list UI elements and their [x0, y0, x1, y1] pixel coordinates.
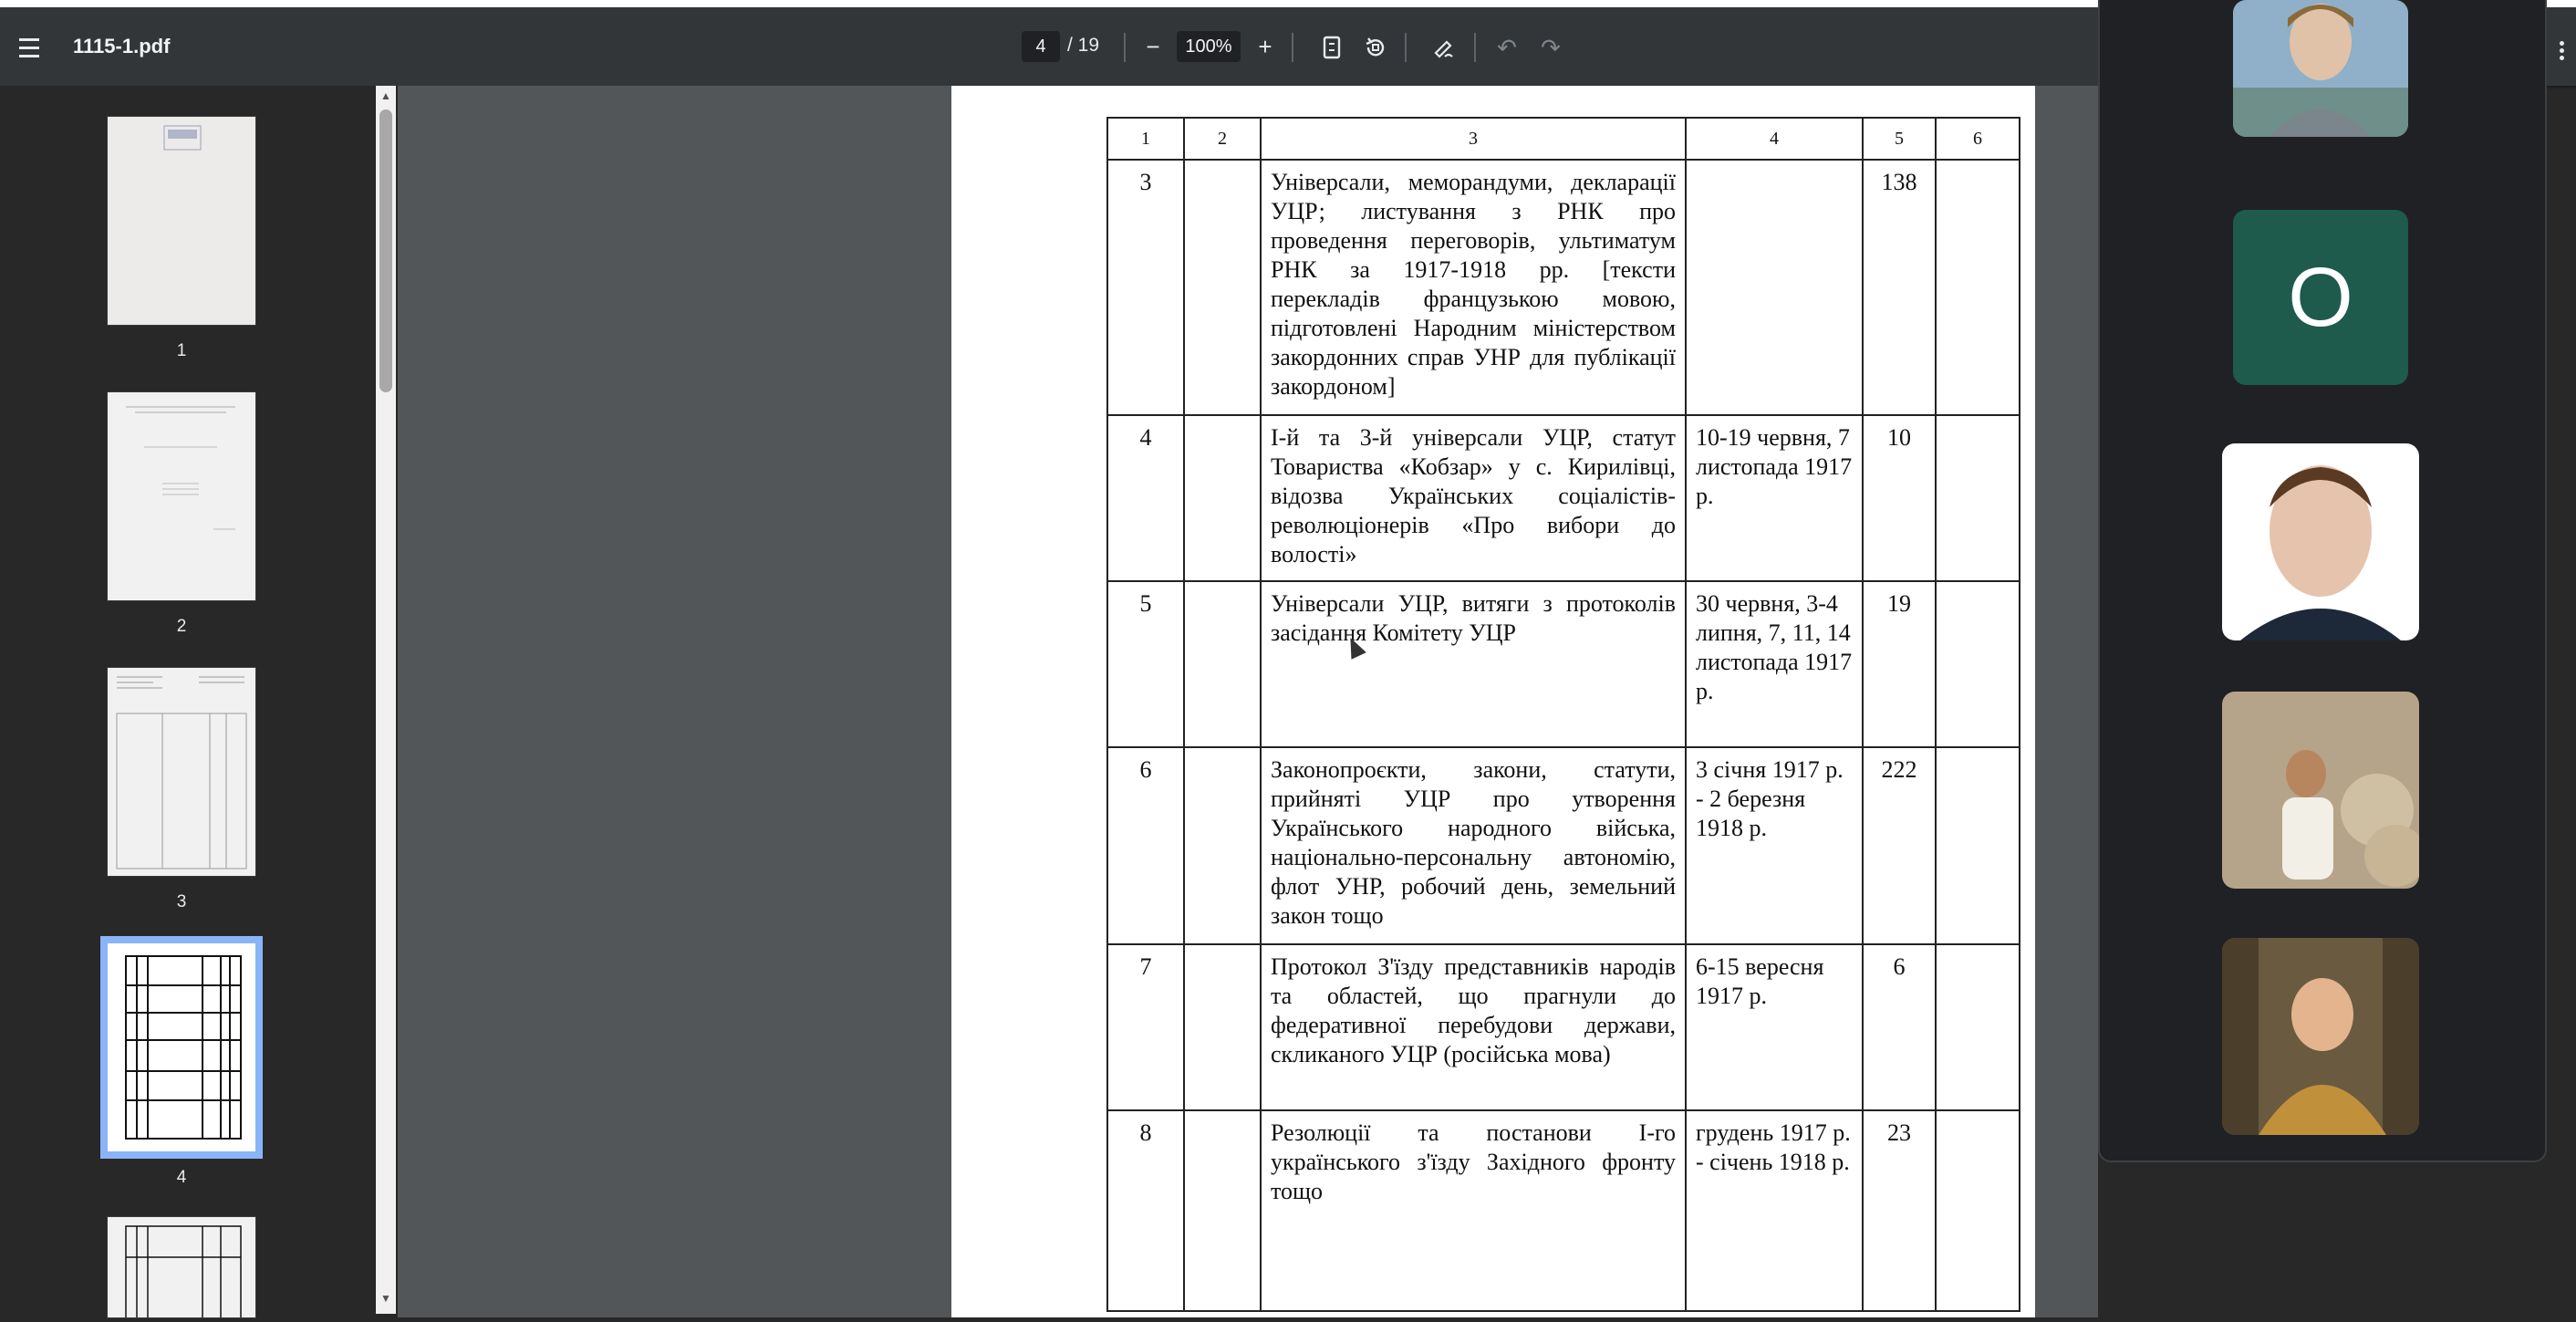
row-date [1686, 160, 1863, 415]
toolbar-divider [1405, 33, 1407, 62]
table-row [1107, 160, 2020, 415]
row-description: І-й та 3-й універсали УЦР, статут Товариства «Кобзар» у с. Кирилівці, відозва Українських соціалістів-революціонерів «Про вибори до волості» [1261, 415, 1686, 581]
row-count: 23 [1863, 1110, 1936, 1311]
row-number: 4 [1107, 415, 1184, 581]
row-number: 5 [1107, 581, 1184, 747]
row-date: 3 січня 1917 р. - 2 березня 1918 р. [1686, 747, 1863, 944]
row-date: грудень 1917 р. - січень 1918 р. [1686, 1110, 1863, 1311]
menu-button[interactable] [11, 29, 47, 66]
row-count: 6 [1863, 944, 1936, 1110]
zoom-input[interactable]: 100% [1177, 31, 1241, 62]
scroll-down-arrow[interactable]: ▼ [380, 1292, 391, 1305]
annotate-button[interactable] [1428, 31, 1461, 64]
row-count: 10 [1863, 415, 1936, 581]
empty-cell [1936, 1110, 2020, 1311]
minus-icon: − [1146, 33, 1160, 60]
empty-cell [1184, 581, 1261, 747]
thumbnail-preview [108, 943, 255, 1151]
participant-photo [2222, 692, 2419, 889]
redo-icon: ↷ [1541, 34, 1561, 61]
empty-cell [1184, 747, 1261, 944]
thumbnail-page-3[interactable] [108, 668, 255, 876]
participant-photo [2222, 443, 2419, 640]
empty-cell [1936, 581, 2020, 747]
row-description: Протокол З'їзду представників народів та областей, що прагнули до федеративної перебудови держави, скликаного УЦР (російська мова) [1261, 944, 1686, 1110]
undo-icon: ↶ [1497, 34, 1517, 61]
rotate-button[interactable] [1359, 31, 1392, 64]
empty-cell [1936, 944, 2020, 1110]
column-header: 5 [1863, 118, 1936, 160]
row-date: 10-19 червня, 7 листопада 1917 р. [1686, 415, 1863, 581]
table-row [1107, 747, 2020, 944]
thumbnail-sidebar [0, 86, 398, 1317]
thumbnail-preview [108, 1217, 255, 1317]
row-description: Законопроєкти, закони, статути, прийняті УЦР про утворення Українського народного війська, національно-персональну автономію, флот УНР, робочий день, земельний закон тощо [1261, 747, 1686, 944]
participant-video [2233, 0, 2408, 137]
table-header-row [1107, 118, 2020, 160]
table-row [1107, 944, 2020, 1110]
sidebar-scroll-thumb[interactable] [379, 109, 392, 392]
menu-icon [19, 36, 39, 60]
toolbar-divider [1292, 33, 1293, 62]
participant-photo [2222, 938, 2419, 1135]
thumbnail-page-1[interactable] [108, 117, 255, 325]
zoom-out-button[interactable] [1138, 31, 1168, 62]
pdf-page [951, 86, 2035, 1317]
thumbnail-page-4[interactable] [108, 943, 255, 1151]
more-options-button[interactable] [2560, 38, 2569, 63]
row-date: 30 червня, 3-4 липня, 7, 11, 14 листопада 1917 р. [1686, 581, 1863, 747]
row-description: Універсали, меморандуми, декларації УЦР; листування з РНК про проведення переговорів, ультиматум РНК за 1917-1918 рр. [тексти перекладів французькою мовою, підготовлені Народним міністерством закордонних справ УНР для публікації закордоном] [1261, 160, 1686, 415]
row-count: 222 [1863, 747, 1936, 944]
empty-cell [1184, 415, 1261, 581]
thumbnail-preview [108, 668, 255, 876]
empty-cell [1936, 160, 2020, 415]
file-name: 1115-1.pdf [73, 35, 171, 57]
pen-icon [1432, 35, 1458, 60]
table-row [1107, 581, 2020, 747]
table-row [1107, 1110, 2020, 1311]
thumbnail-page-2[interactable] [108, 392, 255, 600]
row-count: 138 [1863, 160, 1936, 415]
column-header: 1 [1107, 118, 1184, 160]
thumbnail-label: 1 [176, 341, 187, 360]
plus-icon: + [1258, 33, 1272, 60]
participant-tile[interactable] [2222, 443, 2419, 640]
table-row [1107, 415, 2020, 581]
column-header: 4 [1686, 118, 1863, 160]
more-vert-icon [2560, 41, 2569, 60]
thumbnail-preview [108, 392, 255, 600]
redo-button[interactable] [1536, 31, 1565, 64]
row-count: 19 [1863, 581, 1936, 747]
thumbnail-page-5[interactable] [108, 1217, 255, 1317]
fit-to-page-button[interactable] [1315, 31, 1348, 64]
empty-cell [1184, 944, 1261, 1110]
row-number: 3 [1107, 160, 1184, 415]
row-number: 7 [1107, 944, 1184, 1110]
thumbnail-label: 2 [176, 617, 187, 636]
thumbnail-label: 3 [176, 892, 187, 911]
fit-page-icon [1322, 36, 1342, 59]
toolbar-divider [1474, 33, 1476, 62]
row-number: 6 [1107, 747, 1184, 944]
column-header: 6 [1936, 118, 2020, 160]
column-header: 3 [1261, 118, 1686, 160]
thumbnail-preview [108, 117, 255, 325]
row-description: Універсали УЦР, витяги з протоколів засідання Комітету УЦР [1261, 581, 1686, 747]
row-date: 6-15 вересня 1917 р. [1686, 944, 1863, 1110]
participant-tile[interactable] [2222, 692, 2419, 889]
participant-tile[interactable] [2222, 938, 2419, 1135]
empty-cell [1936, 415, 2020, 581]
document-table [1106, 117, 2020, 1312]
empty-cell [1184, 160, 1261, 415]
total-pages: / 19 [1067, 35, 1100, 56]
column-header: 2 [1184, 118, 1261, 160]
avatar-letter: O [2288, 250, 2353, 344]
row-description: Резолюції та постанови I-го українського з'їзду Західного фронту тощо [1261, 1110, 1686, 1311]
row-number: 8 [1107, 1110, 1184, 1311]
page-number-input[interactable]: 4 [1022, 31, 1060, 62]
scroll-up-arrow[interactable]: ▲ [380, 89, 391, 102]
rotate-icon [1363, 35, 1388, 60]
empty-cell [1936, 747, 2020, 944]
participant-avatar[interactable] [2233, 210, 2408, 385]
empty-cell [1184, 1110, 1261, 1311]
participants-panel [2098, 0, 2547, 1162]
undo-button[interactable] [1492, 31, 1522, 64]
participant-tile[interactable] [2233, 0, 2408, 137]
zoom-in-button[interactable] [1250, 31, 1281, 62]
thumbnail-label: 4 [176, 1168, 187, 1187]
toolbar-divider [1124, 33, 1126, 62]
